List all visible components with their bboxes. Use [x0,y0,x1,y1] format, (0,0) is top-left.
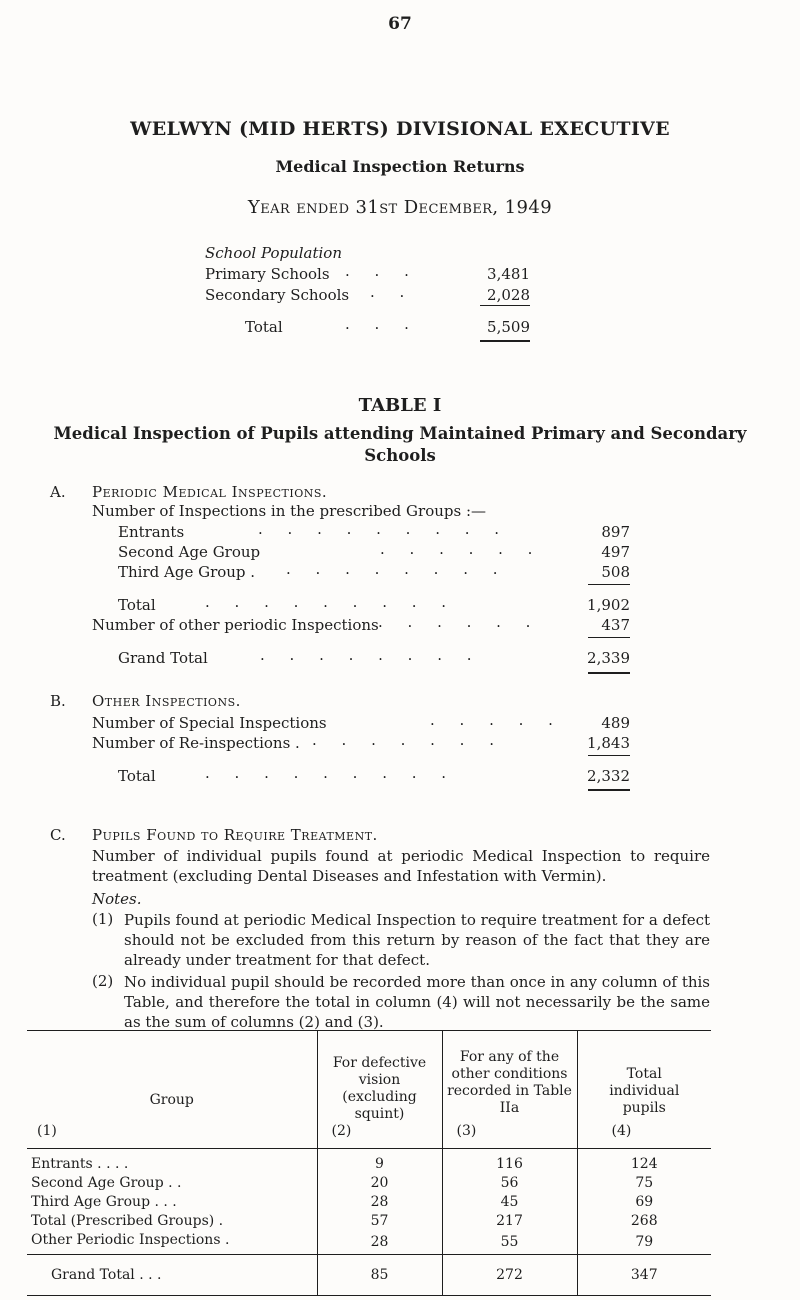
section-a-total-value: 1,902 [587,596,630,614]
section-c-title: Pupils Found to Require Treatment. [92,826,378,844]
section-a-letter: A. [50,483,66,501]
report-subheading: Medical Inspection Returns [275,157,525,176]
row-other: 56 [442,1174,577,1193]
leader-dots: . . . . . . [378,613,541,631]
primary-schools-label: Primary Schools [205,265,330,283]
leader-dots: . . . . . [430,711,563,729]
school-population-title: School Population [205,244,342,262]
third-age-group-label: Third Age Group . [118,563,256,581]
special-inspections-value: 489 [601,714,630,732]
row-vision: 20 [317,1174,442,1193]
section-a-title: Periodic Medical Inspections. [92,483,328,501]
total-double-rule [588,789,630,791]
row-vision: 9 [317,1149,442,1175]
row-total: 75 [577,1174,711,1193]
header-vision-num: (2) [331,1123,352,1139]
grand-total-row [27,1255,711,1296]
leader-dots: . . . [345,262,419,280]
table-subtitle-line1: Medical Inspection of Pupils attending Maintained Primary and Secondary [53,424,747,443]
header-other-num: (3) [456,1123,477,1139]
secondary-schools-value: 2,028 [487,286,530,304]
report-period: Year ended 31st December, 1949 [247,197,553,218]
third-age-group-value: 508 [601,563,630,581]
leader-dots: . . . . . . [380,540,543,558]
page-number: 67 [388,14,412,34]
header-total-num: (4) [611,1123,632,1139]
header-vision-label: For defective vision (excluding squint) [332,1055,427,1122]
second-age-group-label: Second Age Group [118,543,261,561]
row-total: 79 [577,1231,711,1255]
grand-total-group: Grand Total . . . [27,1255,317,1296]
section-c-paragraph: Number of individual pupils found at periodic Medical Inspection to require treatment (excluding Dental Diseases and Infestation with Vermin). [92,847,710,885]
header-vision [317,1031,442,1149]
subtotal-rule [588,755,630,756]
leader-dots: . . . . . . . [312,731,504,749]
leader-dots: . . . . . . . . [260,646,482,664]
entrants-value: 897 [601,523,630,541]
leader-dots: . . . . . . . . . [258,520,510,538]
table-title: TABLE I [358,395,442,416]
leader-dots: . . . . . . . . . [205,593,457,611]
note-2-text: No individual pupil should be recorded more than once in any column of this Table, and therefore the total in column (4) will not necessarily be the same as the sum of columns (2) and (3). [124,973,710,1031]
header-group [27,1031,317,1149]
subtotal-rule [588,584,630,585]
row-group: Second Age Group . . [31,1175,182,1191]
section-b-total-value: 2,332 [587,767,630,785]
secondary-schools-label: Secondary Schools [205,286,350,304]
grand-total-other: 272 [442,1255,577,1296]
row-other: 55 [442,1231,577,1255]
row-vision: 28 [317,1193,442,1212]
total-double-rule [588,672,630,674]
header-other-conditions [442,1031,577,1149]
special-inspections-label: Number of Special Inspections [92,714,327,732]
row-total: 124 [577,1149,711,1175]
re-inspections-label: Number of Re-inspections . [92,734,300,752]
note-1-number: (1) [92,910,114,928]
table-row [27,1193,711,1212]
leader-dots: . . . [345,315,419,333]
header-group-num: (1) [37,1123,57,1139]
subtotal-rule [588,637,630,638]
row-total: 69 [577,1193,711,1212]
grand-total-pupils: 347 [577,1255,711,1296]
treatment-table [27,1030,711,1296]
table-row [27,1212,711,1231]
section-b-letter: B. [50,692,66,710]
re-inspections-value: 1,843 [587,734,630,752]
row-group: Entrants . . . . [31,1156,129,1172]
row-other: 116 [442,1149,577,1175]
header-group-label: Group [149,1092,194,1108]
section-b-total-label: Total [118,767,156,785]
table-row [27,1174,711,1193]
other-periodic-label: Number of other periodic Inspections [92,616,379,634]
grand-total-value: 2,339 [587,649,630,667]
table-subtitle-line2: Schools [364,446,436,465]
header-total-label: Total individual pupils [609,1066,680,1116]
note-1-text: Pupils found at periodic Medical Inspection to require treatment for a defect should not be excluded from this return by reason of the fact that they are already under treatment for that defect. [124,911,710,969]
division-heading: WELWYN (MID HERTS) DIVISIONAL EXECUTIVE [130,118,670,140]
row-group: Total (Prescribed Groups) . [31,1213,224,1229]
leader-dots: . . . . . . . . . [205,764,457,782]
row-group: Third Age Group . . . [31,1194,177,1210]
row-group: Other Periodic Inspections . [31,1232,230,1248]
row-total: 268 [577,1212,711,1231]
population-total-label: Total [245,318,283,336]
table-row [27,1231,711,1255]
table-header-row [27,1031,711,1149]
grand-total-label: Grand Total [118,649,208,667]
total-double-rule [480,340,530,342]
section-c-letter: C. [50,826,66,844]
entrants-label: Entrants [118,523,185,541]
header-other-label: For any of the other conditions recorded in Table IIa [447,1049,572,1116]
section-a-total-label: Total [118,596,156,614]
row-vision: 28 [317,1231,442,1255]
table-row [27,1149,711,1175]
primary-schools-value: 3,481 [487,265,530,283]
leader-dots: . . . . . . . . [286,560,508,578]
section-b-title: Other Inspections. [92,692,241,710]
notes-title: Notes. [92,890,142,908]
row-vision: 57 [317,1212,442,1231]
other-periodic-value: 437 [601,616,630,634]
row-other: 217 [442,1212,577,1231]
population-total-value: 5,509 [487,318,530,336]
table-subtitle [0,423,800,467]
header-total-pupils [577,1031,711,1149]
second-age-group-value: 497 [601,543,630,561]
leader-dots: . . [370,283,415,301]
section-a-intro: Number of Inspections in the prescribed Groups :— [92,502,487,520]
subtotal-rule [480,305,530,306]
note-2-number: (2) [92,972,114,990]
row-other: 45 [442,1193,577,1212]
grand-total-vision: 85 [317,1255,442,1296]
